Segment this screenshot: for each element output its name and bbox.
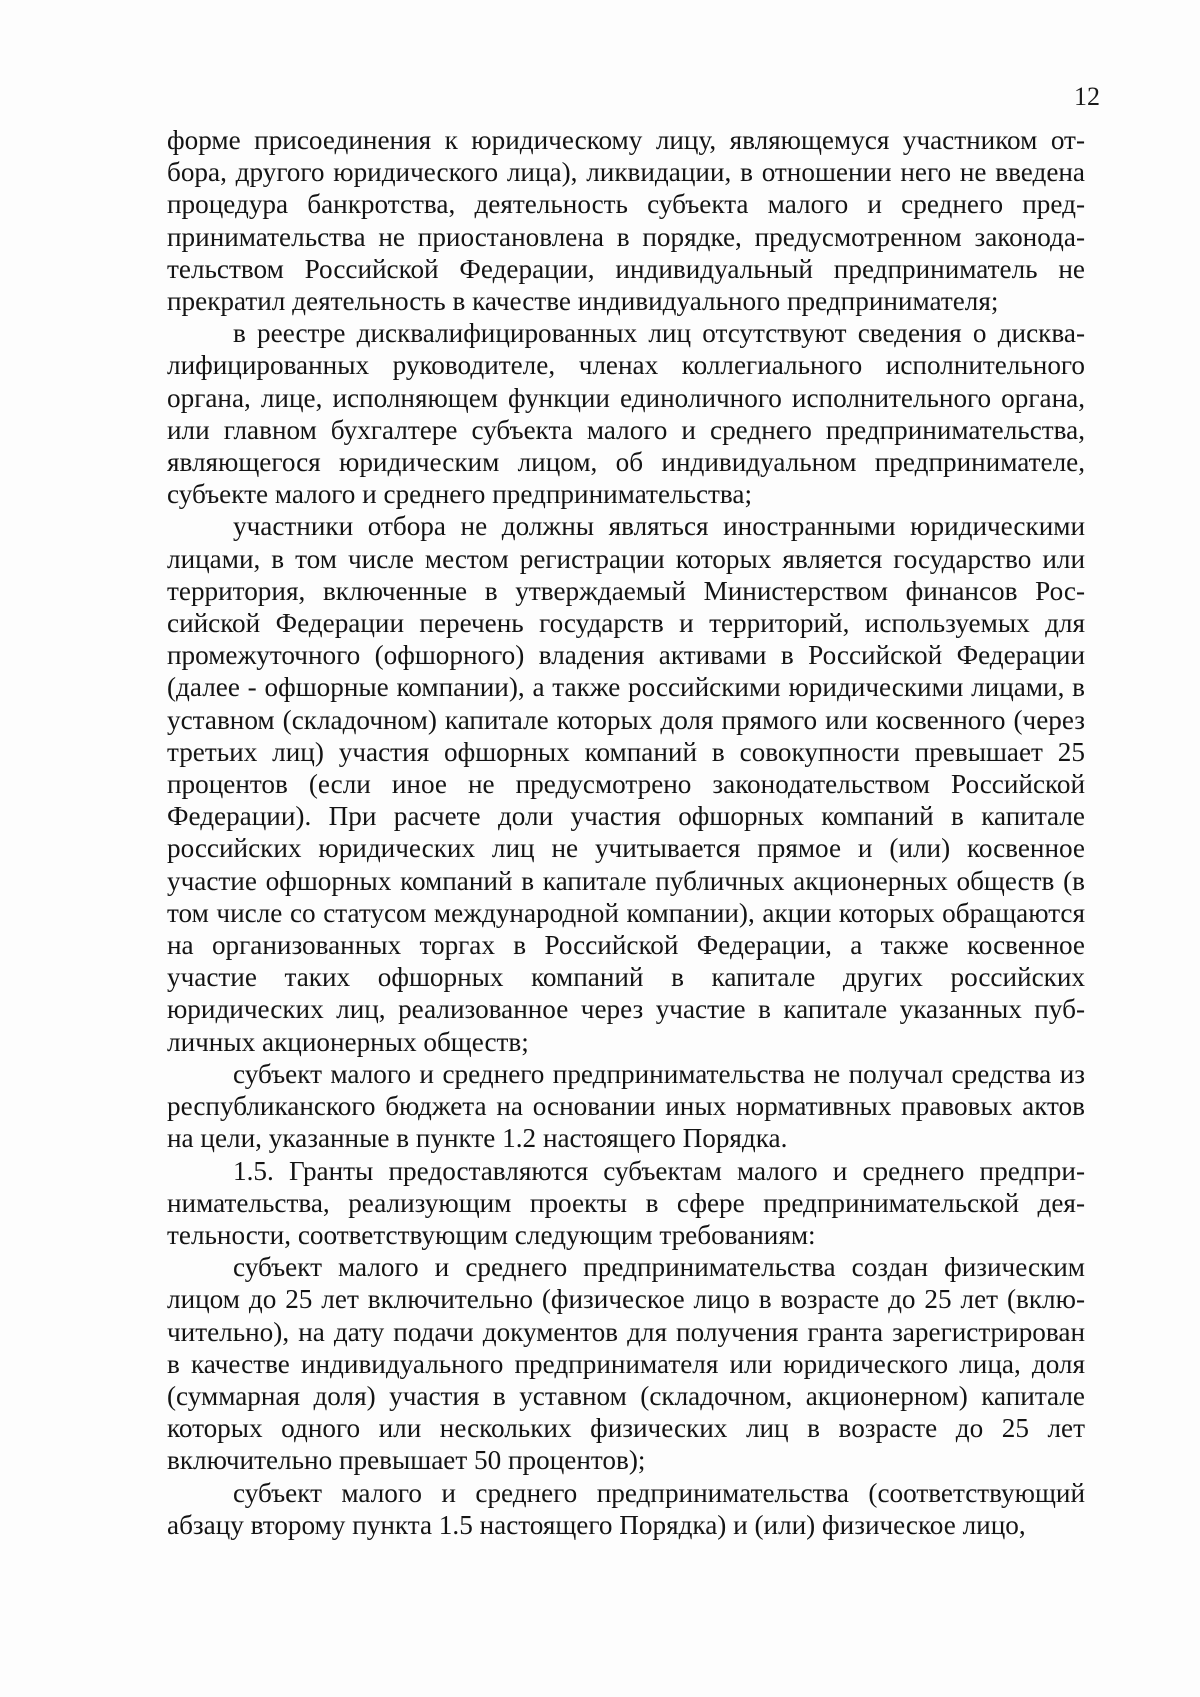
paragraph: форме присоединения к юридическому лицу, являющемуся участником отбора, другого юридического лица), ликвидации, в отношении него не введена процедура банкротства, деятельность субъекта малого и среднего предпринимательства не приостановлена в порядке, предусмотренном законодательством Российской Федерации, индивидуальный предприниматель не прекратил деятельность в качестве индивидуального предпринимателя; bbox=[167, 125, 1085, 317]
paragraph: участники отбора не должны являться иностранными юридическими лицами, в том числе местом регистрации которых является государство или территория, включенные в утверждаемый Министерством финансов Российской Федерации перечень государств и территорий, используемых для промежуточного (офшорного) владения активами в Российской Федерации (далее - офшорные компании), а также российскими юридическими лицами, в уставном (складочном) капитале которых доля прямого или косвенного (через третьих лиц) участия офшорных компаний в совокупности превышает 25 процентов (если иное не предусмотрено законодательством Российской Федерации). При расчете доли участия офшорных компаний в капитале российских юридических лиц не учитывается прямое и (или) косвенное участие офшорных компаний в капитале публичных акционерных обществ (в том числе со статусом международной компании), акции которых обращаются на организованных торгах в Российской Федерации, а также косвенное участие таких офшорных компаний в капитале других российских юридических лиц, реализованное через участие в капитале указанных публичных акционерных обществ; bbox=[167, 511, 1085, 1057]
document-body bbox=[167, 124, 1085, 1541]
page-number: 12 bbox=[1074, 82, 1100, 111]
paragraph: субъект малого и среднего предпринимательства (соответствующий абзацу второму пункта 1.5 настоящего Порядка) и (или) физическое лицо, bbox=[167, 1477, 1085, 1540]
paragraph: в реестре дисквалифицированных лиц отсутствуют сведения о дисквалифицированных руководителе, членах коллегиального исполнительного органа, лице, исполняющем функции единоличного исполнительного органа, или главном бухгалтере субъекта малого и среднего предпринимательства, являющегося юридическим лицом, об индивидуальном предпринимателе, субъекте малого и среднего предпринимательства; bbox=[167, 318, 1085, 510]
paragraph: субъект малого и среднего предпринимательства создан физическим лицом до 25 лет включительно (физическое лицо в возрасте до 25 лет (включительно), на дату подачи документов для получения гранта зарегистрирован в качестве индивидуального предпринимателя или юридического лица, доля (суммарная доля) участия в уставном (складочном, акционерном) капитале которых одного или нескольких физических лиц в возрасте до 25 лет включительно превышает 50 процентов); bbox=[167, 1252, 1085, 1476]
paragraph: 1.5. Гранты предоставляются субъектам малого и среднего предпринимательства, реализующим проекты в сфере предпринимательской деятельности, соответствующим следующим требованиям: bbox=[167, 1155, 1085, 1250]
paragraph: субъект малого и среднего предпринимательства не получал средства из республиканского бюджета на основании иных нормативных правовых актов на цели, указанные в пункте 1.2 настоящего Порядка. bbox=[167, 1058, 1085, 1154]
